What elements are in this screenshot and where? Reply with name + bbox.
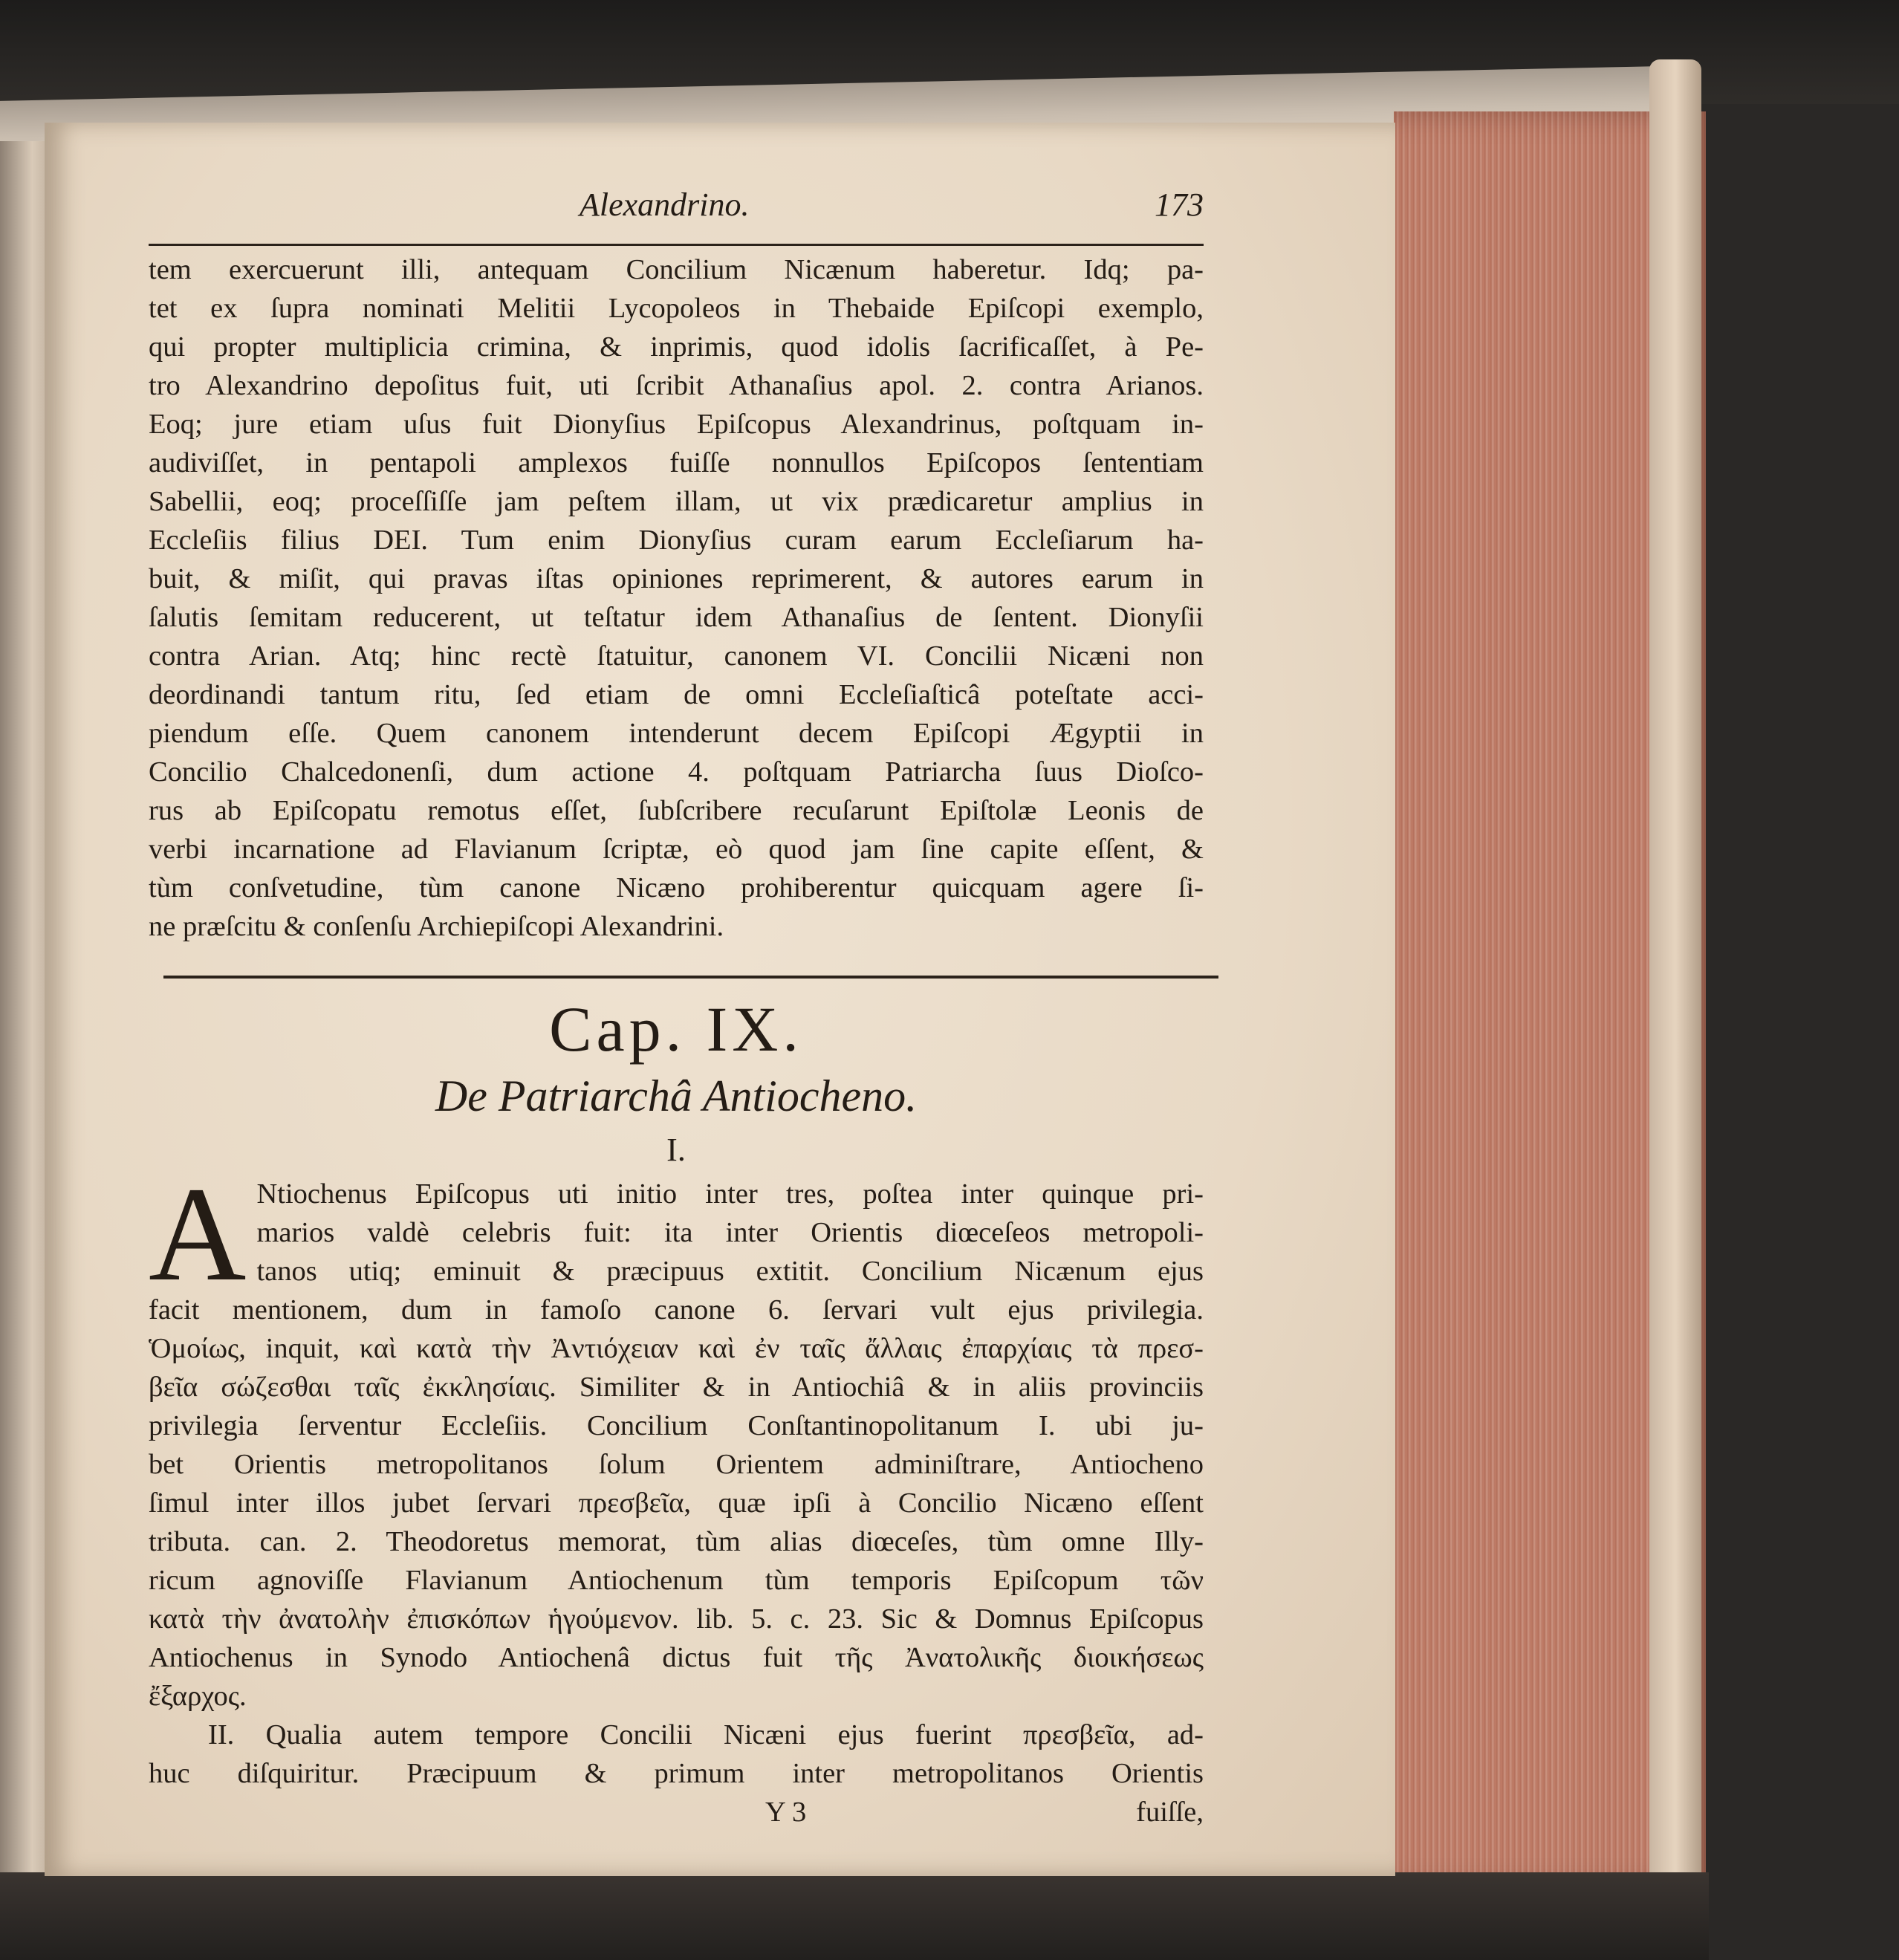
running-title: Alexandrino. xyxy=(580,186,750,223)
book-cover-edge xyxy=(1649,59,1701,1895)
text-line: ſimul inter illos jubet ſervari πρεσβεῖα, quæ ipſi à Concilio Nicæno eſſent xyxy=(149,1487,1204,1519)
text-line: contra Arian. Atq; hinc rectè ſtatuitur, canonem VI. Concilii Nicæni non xyxy=(149,640,1204,672)
text-line: huc diſquiritur. Præcipuum & primum inter metropolitanos Orientis xyxy=(149,1758,1204,1789)
text-line: deordinandi tantum ritu, ſed etiam de omni Eccleſiaſticâ poteſtate acci- xyxy=(149,679,1204,710)
text-line: marios valdè celebris fuit: ita inter Orientis diœceſeos metropoli- xyxy=(256,1217,1204,1248)
text-line: tro Alexandrino depoſitus fuit, uti ſcribit Athanaſius apol. 2. contra Arianos. xyxy=(149,370,1204,401)
text-line: piendum eſſe. Quem canonem intenderunt decem Epiſcopi Ægyptii in xyxy=(149,718,1204,749)
text-line: κατὰ τὴν ἀνατολὴν ἐπισκόπων ἡγούμενον. lib. 5. c. 23. Sic & Domnus Epiſcopus xyxy=(149,1603,1204,1635)
left-page-edge xyxy=(0,141,46,1872)
signature-mark: Y 3 xyxy=(765,1797,807,1828)
section-rule xyxy=(163,976,1218,979)
text-line: ἔξαρχος. xyxy=(149,1681,247,1712)
text-line: Eoq; jure etiam uſus fuit Dionyſius Epiſcopus Alexandrinus, poſtquam in- xyxy=(149,409,1204,440)
text-line: tet ex ſupra nominati Melitii Lycopoleos in Thebaide Epiſcopi exemplo, xyxy=(149,293,1204,324)
text-line: Concilio Chalcedonenſi, dum actione 4. poſtquam Patriarcha ſuus Dioſco- xyxy=(149,756,1204,788)
top-paragraph xyxy=(149,250,1204,946)
text-line: Ὁμοίως, inquit, καὶ κατὰ τὴν Ἀντιόχειαν καὶ ἐν ταῖς ἄλλαις ἐπαρχίαις τὰ πρεσ- xyxy=(149,1333,1204,1364)
text-line: Ntiochenus Epiſcopus uti initio inter tres, poſtea inter quinque pri- xyxy=(256,1178,1204,1210)
page-number: 173 xyxy=(1155,186,1204,223)
text-line: verbi incarnatione ad Flavianum ſcriptæ, eò quod jam ſine capite eſſent, & xyxy=(149,834,1204,865)
catchword: fuiſſe, xyxy=(1136,1797,1204,1828)
text-line: Antiochenus in Synodo Antiochenâ dictus fuit τῆς Ἀνατολικῆς διοικήσεως xyxy=(149,1642,1204,1673)
text-line: buit, & miſit, qui pravas iſtas opiniones reprimerent, & autores earum in xyxy=(149,563,1204,594)
chapter-heading: Cap. IX. xyxy=(549,993,803,1065)
text-line: Sabellii, eoq; proceſſiſſe jam peſtem illam, ut vix prædicaretur amplius in xyxy=(149,486,1204,517)
text-line: facit mentionem, dum in famoſo canone 6. ſervari vult ejus privilegia. xyxy=(149,1294,1204,1325)
text-line: βεῖα σώζεσθαι ταῖς ἐκκλησίαις. Similiter & in Antiochiâ & in aliis provinciis xyxy=(149,1372,1204,1403)
text-line: ricum agnoviſſe Flavianum Antiochenum tùm temporis Epiſcopum τῶν xyxy=(149,1565,1204,1596)
text-line: tem exercuerunt illi, antequam Concilium Nicænum haberetur. Idq; pa- xyxy=(149,254,1204,285)
chapter-paragraph xyxy=(149,1160,1204,1793)
chapter-subtitle: De Patriarchâ Antiocheno. xyxy=(435,1071,918,1120)
section-numeral: I. xyxy=(666,1132,686,1168)
text-line: privilegia ſerventur Eccleſiis. Concilium Conſtantinopolitanum I. ubi ju- xyxy=(149,1410,1204,1441)
text-line: Eccleſiis filius DEI. Tum enim Dionyſius curam earum Eccleſiarum ha- xyxy=(149,525,1204,556)
text-line: rus ab Epiſcopatu remotus eſſet, ſubſcribere recuſarunt Epiſtolæ Leonis de xyxy=(149,795,1204,826)
running-head xyxy=(149,186,1204,238)
text-line: audiviſſet, in pentapoli amplexos fuiſſe nonnullos Epiſcopos ſententiam xyxy=(149,447,1204,478)
header-rule xyxy=(149,244,1204,246)
background-bottom xyxy=(0,1872,1709,1960)
text-line: tùm conſvetudine, tùm canone Nicæno prohiberentur quicquam agere ſi- xyxy=(149,872,1204,903)
text-line: ſalutis ſemitam reducerent, ut teſtatur idem Athanaſius de ſentent. Dionyſii xyxy=(149,602,1204,633)
drop-cap: A xyxy=(149,1160,247,1309)
text-line: qui propter multiplicia crimina, & inprimis, quod idolis ſacrificaſſet, à Pe- xyxy=(149,331,1204,363)
text-line: bet Orientis metropolitanos ſolum Orientem adminiſtrare, Antiocheno xyxy=(149,1449,1204,1480)
text-line: tanos utiq; eminuit & præcipuus extitit. Concilium Nicænum ejus xyxy=(256,1256,1204,1287)
text-line: tributa. can. 2. Theodoretus memorat, tùm alias diœceſes, tùm omne Illy- xyxy=(149,1526,1204,1557)
page-footer xyxy=(149,1793,1204,1831)
text-line: II. Qualia autem tempore Concilii Nicæni ejus fuerint πρεσβεῖα, ad- xyxy=(208,1719,1204,1750)
page-text xyxy=(149,186,1204,1831)
text-line: ne præſcitu & conſenſu Archiepiſcopi Alexandrini. xyxy=(149,911,724,942)
